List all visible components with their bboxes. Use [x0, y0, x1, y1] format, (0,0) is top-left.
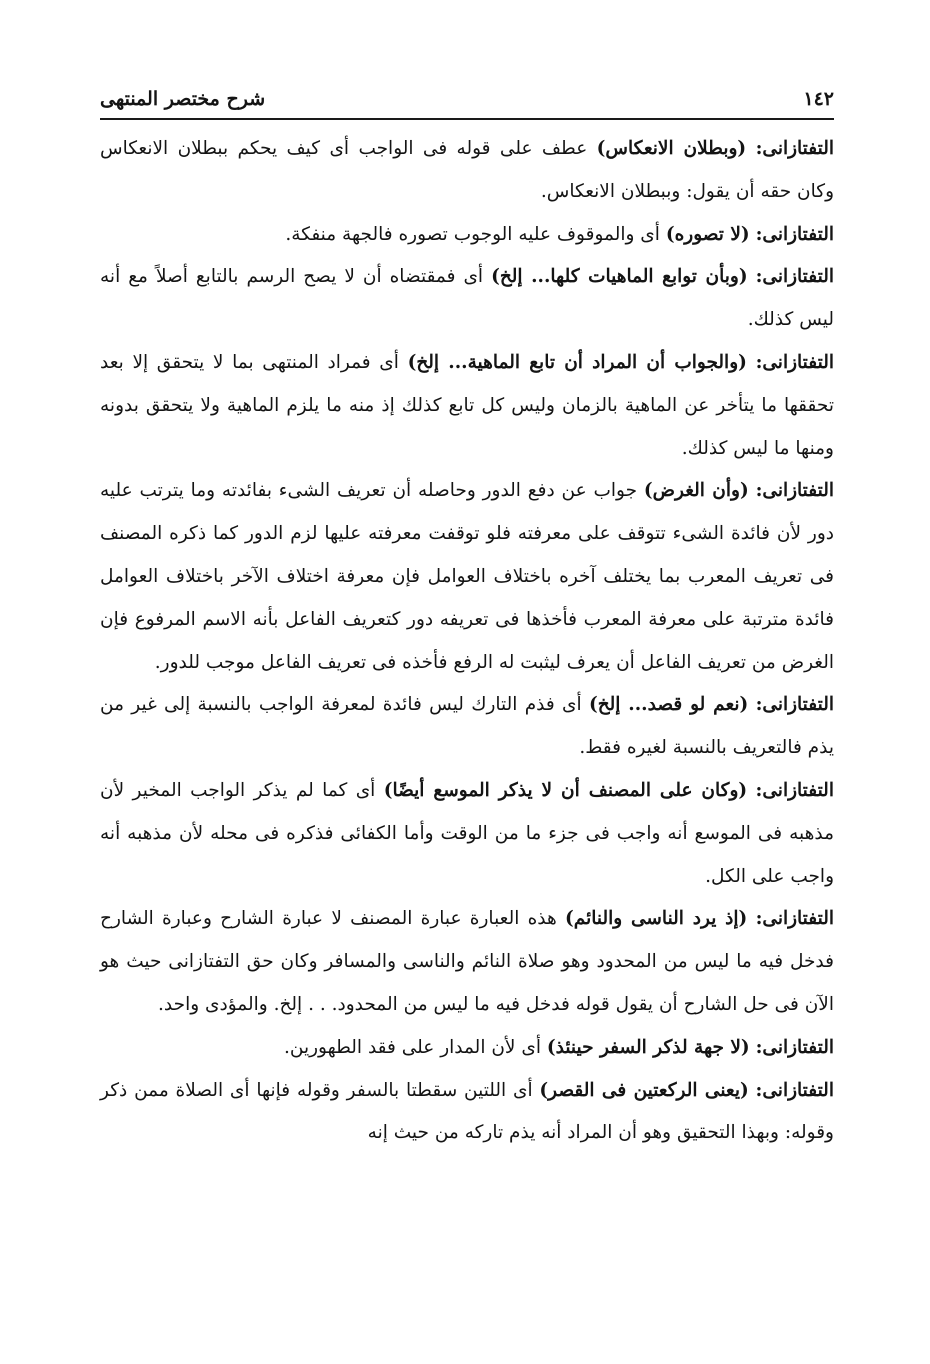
speaker-label: التفتازانى: [755, 480, 834, 502]
lemma: (وكان على المصنف أن لا يذكر الموسع أيضًا) [383, 779, 748, 801]
page-header [100, 84, 834, 114]
paragraph [100, 1027, 834, 1070]
paragraph [100, 1070, 834, 1156]
paragraph-text: أى والموقوف عليه الوجوب تصوره فالجهة منفكة. [285, 223, 660, 245]
speaker-label: التفتازانى: [755, 779, 834, 801]
header-rule [100, 118, 834, 120]
lemma: (وبطلان الانعكاس) [596, 138, 747, 159]
paragraph [100, 684, 834, 770]
page-body [100, 128, 834, 1155]
lemma: (لا جهة لذكر السفر حينئذ) [546, 1036, 750, 1058]
speaker-label: التفتازانى: [755, 138, 834, 159]
speaker-label: التفتازانى: [755, 1079, 834, 1101]
paragraph [100, 470, 834, 684]
paragraph [100, 256, 834, 342]
speaker-label: التفتازانى: [755, 266, 834, 288]
paragraph [100, 128, 834, 214]
paragraph-text: أى كما لم يذكر الواجب المخير لأن مذهبه فى الموسع أنه واجب فى جزء ما من الوقت وأما الكفائى فذكره فى محله لأن مذهبه أنه واجب على الكل. [100, 779, 834, 887]
lemma: (والجواب أن المراد أن تابع الماهية... إلخ) [407, 351, 747, 373]
paragraph-text: أى فذم التارك ليس فائدة لمعرفة الواجب بالنسبة إلى غير من يذم فالتعريف بالنسبة لغيره فقط. [100, 694, 834, 759]
paragraph-text: أى فمقتضاه أن لا يصح الرسم بالتابع أصلاً مع أنه ليس كذلك. [100, 266, 834, 331]
paragraph-text: أى لأن المدار على فقد الطهورين. [283, 1036, 541, 1058]
lemma: (نعم لو قصد... إلخ) [588, 694, 749, 716]
paragraph-text: أى اللتين سقطتا بالسفر وقوله فإنها أى الصلاة ممن ذكر وقوله: وبهذا التحقيق وهو أن المراد أنه يذم تاركه من حيث إنه [100, 1079, 834, 1144]
paragraph [100, 214, 834, 257]
paragraph [100, 898, 834, 1026]
paragraph-text: أى فمراد المنتهى بما لا يتحقق إلا بعد تحققها ما يتأخر عن الماهية بالزمان وليس كل تابع كذلك إذ منه ما يلزم الماهية ولا يتحقق بدونه ومنها ما ليس كذلك. [100, 351, 834, 459]
speaker-label: التفتازانى: [755, 694, 834, 716]
speaker-label: التفتازانى: [755, 351, 834, 373]
running-title: شرح مختصر المنتهى [100, 88, 266, 110]
lemma: (يعنى الركعتين فى القصر) [539, 1079, 749, 1101]
lemma: (وبأن توابع الماهيات كلها... إلخ) [491, 266, 748, 288]
paragraph-text: عطف على قوله فى الواجب أى كيف يحكم ببطلان الانعكاس وكان حقه أن يقول: وببطلان الانعكاس. [100, 138, 834, 202]
speaker-label: التفتازانى: [755, 908, 834, 930]
page-number: ١٤٢ [803, 88, 834, 110]
paragraph-text: جواب عن دفع الدور وحاصله أن تعريف الشىء بفائدته وما يترتب عليه دور لأن فائدة الشىء تتوقف على معرفته فلو توقفت معرفته عليها لزم الدور كما ذكره المصنف فى تعريف المعرب بما يختلف آخره باختلاف العوامل فإن معرفة اختلاف الآخر باختلاف العوامل فائدة مترتبة على معرفة المعرب فأخذها فى تعريفه دور كتعريف الفاعل بأنه الاسم المرفوع فإن الغرض من تعريف الفاعل أن يعرف ليثبت له الرفع فأخذه فى تعريف الفاعل موجب للدور. [100, 480, 834, 673]
speaker-label: التفتازانى: [755, 223, 834, 245]
speaker-label: التفتازانى: [755, 1036, 834, 1058]
paragraph [100, 342, 834, 470]
paragraph [100, 770, 834, 898]
lemma: (إذ يرد الناسى والنائم) [565, 908, 748, 930]
lemma: (وأن الغرض) [643, 480, 749, 502]
paragraph-text: هذه العبارة عبارة المصنف لا عبارة الشارح وعبارة الشارح فدخل فيه ما ليس من المحدود وهو صلاة النائم والناسى والمسافر وكان حق التفتازانى حيث هو الآن فى حل الشارح أن يقول قوله فدخل فيه ما ليس من المحدود. . . إلخ. والمؤدى واحد. [100, 908, 834, 1015]
lemma: (لا تصوره) [665, 223, 750, 245]
